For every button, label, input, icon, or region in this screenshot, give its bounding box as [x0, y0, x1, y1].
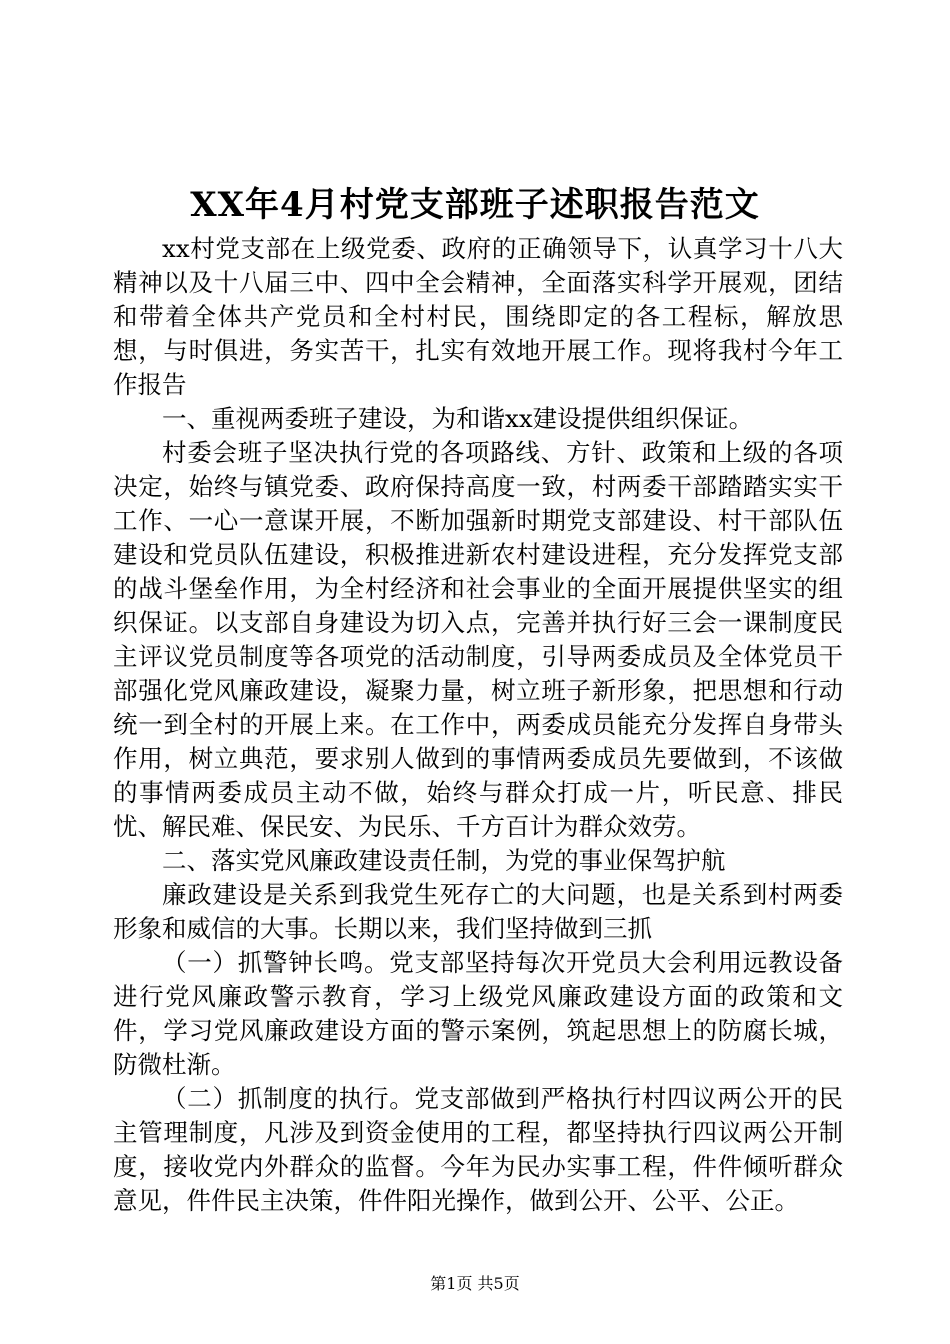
paragraph-section-2: 廉政建设是关系到我党生死存亡的大问题，也是关系到村两委形象和威信的大事。长期以来，我们坚持做到三抓: [113, 880, 843, 943]
document-title: XX年4月村党支部班子述职报告范文: [190, 185, 760, 225]
paragraph-point-2: （二）抓制度的执行。党支部做到严格执行村四议两公开的民主管理制度，凡涉及到资金使用的工程，都坚持执行四议两公开制度，接收党内外群众的监督。今年为民办实事工程，件件倾听群众意见，件件民主决策，件件阳光操作，做到公开、公平、公正。: [113, 1084, 843, 1215]
paragraph-point-1: （一）抓警钟长鸣。党支部坚持每次开党员大会利用远教设备进行党风廉政警示教育，学习上级党风廉政建设方面的政策和文件，学习党风廉政建设方面的警示案例，筑起思想上的防腐长城，防微杜渐。: [113, 948, 843, 1079]
section-heading-2: 二、落实党风廉政建设责任制，为党的事业保驾护航: [162, 846, 726, 875]
paragraph-section-1: 村委会班子坚决执行党的各项路线、方针、政策和上级的各项决定，始终与镇党委、政府保持高度一致，村两委干部踏踏实实干工作、一心一意谋开展，不断加强新时期党支部建设、村干部队伍建设和党员队伍建设，积极推进新农村建设进程，充分发挥党支部的战斗堡垒作用，为全村经济和社会事业的全面开展提供坚实的组织保证。以支部自身建设为切入点，完善并执行好三会一课制度民主评议党员制度等各项党的活动制度，引导两委成员及全体党员干部强化党风廉政建设，凝聚力量，树立班子新形象，把思想和行动统一到全村的开展上来。在工作中，两委成员能充分发挥自身带头作用，树立典范，要求别人做到的事情两委成员先要做到，不该做的事情两委成员主动不做，始终与群众打成一片，听民意、排民忧、解民难、保民安、为民乐、千方百计为群众效劳。: [113, 438, 843, 841]
document-body: [113, 232, 843, 1218]
section-heading-1: 一、重视两委班子建设，为和谐xx建设提供组织保证。: [162, 404, 754, 433]
paragraph-intro: xx村党支部在上级党委、政府的正确领导下，认真学习十八大精神以及十八届三中、四中全会精神，全面落实科学开展观，团结和带着全体共产党员和全村村民，围绕即定的各工程标，解放思想，与时俱进，务实苦干，扎实有效地开展工作。现将我村今年工作报告: [113, 234, 843, 399]
page-number-footer: 第1页 共5页: [430, 1274, 520, 1293]
